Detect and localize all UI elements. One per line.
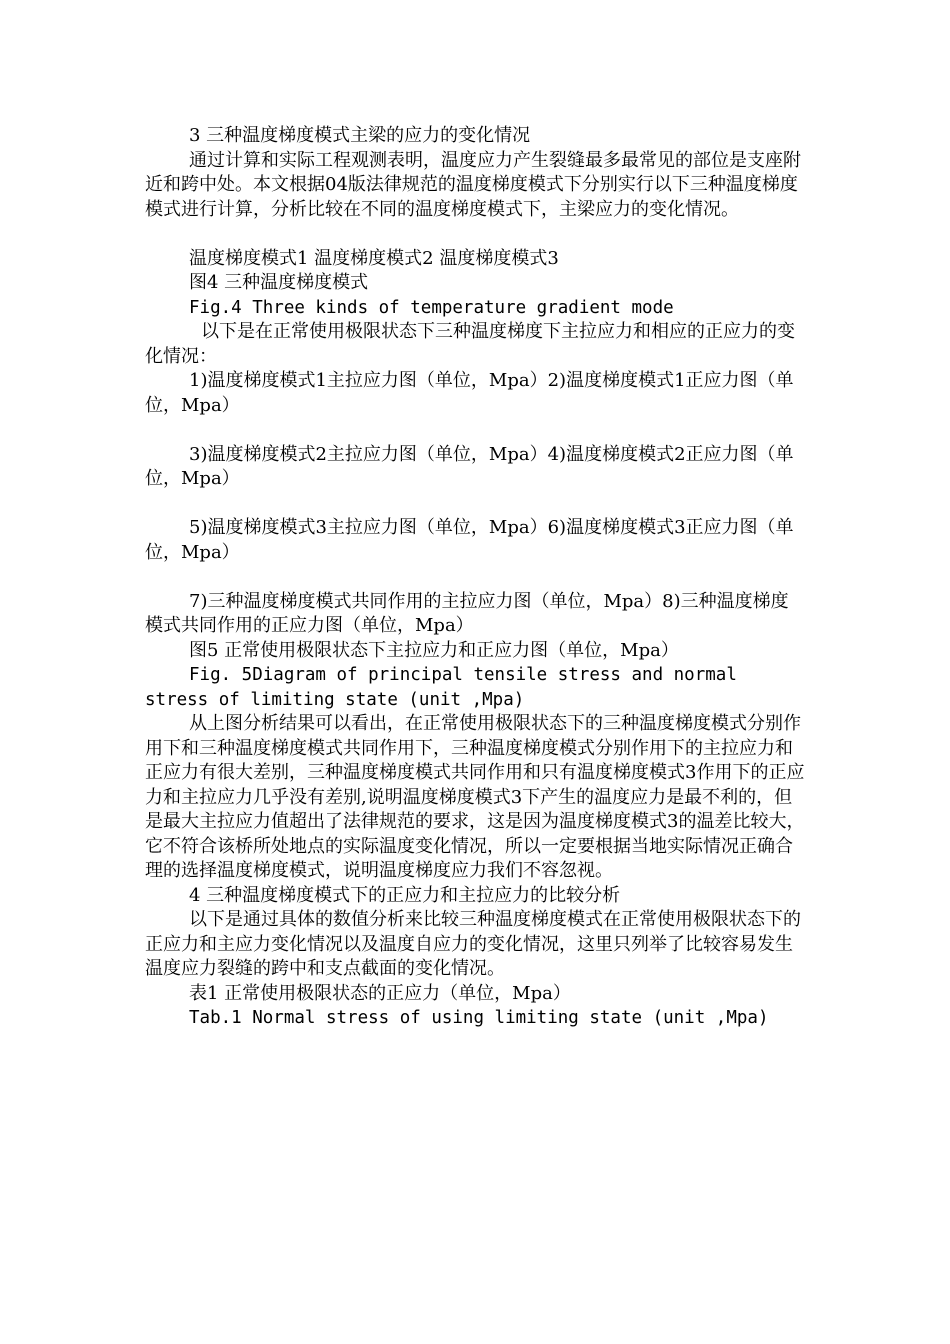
section-3-paragraph: 通过计算和实际工程观测表明，温度应力产生裂缝最多最常见的部位是支座附近和跨中处。本文根据04版法律规范的温度梯度模式下分别实行以下三种温度梯度模式进行计算，分析比较在不同的温度梯度模式下，主梁应力的变化情况。 <box>145 149 801 220</box>
section-4-heading: 4 三种温度梯度模式下的正应力和主拉应力的比较分析 <box>189 884 621 906</box>
spacer <box>145 492 805 517</box>
figure-4-caption-cn: 图4 三种温度梯度模式 <box>189 272 369 293</box>
figure-4-mode-labels: 温度梯度模式1 温度梯度模式2 温度梯度模式3 <box>189 247 559 269</box>
figure-items-7-8: 7)三种温度梯度模式共同作用的主拉应力图（单位，Mpa）8)三种温度梯度模式共同作用的正应力图（单位，Mpa） <box>145 590 789 636</box>
figure-items-5-6: 5)温度梯度模式3主拉应力图（单位，Mpa）6)温度梯度模式3正应力图（单位，Mpa） <box>145 517 794 563</box>
spacer <box>145 418 805 443</box>
table-1-caption-en: Tab.1 Normal stress of using limiting state (unit ,Mpa) <box>189 1008 769 1028</box>
figure-5-caption-cn: 图5 正常使用极限状态下主拉应力和正应力图（单位，Mpa） <box>189 639 679 661</box>
figure-items-3-4: 3)温度梯度模式2主拉应力图（单位，Mpa）4)温度梯度模式2正应力图（单位，Mpa） <box>145 443 794 489</box>
section-4-paragraph: 以下是通过具体的数值分析来比较三种温度梯度模式在正常使用极限状态下的正应力和主应力变化情况以及温度自应力的变化情况，这里只列举了比较容易发生温度应力裂缝的跨中和支点截面的变化情况。 <box>145 909 801 979</box>
intro-paragraph: 以下是在正常使用极限状态下三种温度梯度下主拉应力和相应的正应力的变化情况： <box>145 321 795 367</box>
figure-5-caption-en: Fig. 5Diagram of principal tensile stress and normal stress of limiting state (unit ,Mpa) <box>145 665 737 710</box>
section-3-heading: 3 三种温度梯度模式主梁的应力的变化情况 <box>189 125 531 146</box>
table-1-caption-cn: 表1 正常使用极限状态的正应力（单位，Mpa） <box>189 982 571 1004</box>
document-body <box>145 124 805 1031</box>
figure-items-1-2: 1)温度梯度模式1主拉应力图（单位，Mpa）2)温度梯度模式1正应力图（单位，Mpa） <box>145 370 794 416</box>
figure-4-caption-en: Fig.4 Three kinds of temperature gradient mode <box>189 297 674 318</box>
spacer <box>145 222 805 247</box>
spacer <box>145 565 805 590</box>
analysis-paragraph: 从上图分析结果可以看出，在正常使用极限状态下的三种温度梯度模式分别作用下和三种温度梯度模式共同作用下，三种温度梯度模式分别作用下的主拉应力和正应力有很大差别，三种温度梯度模式共同作用和只有温度梯度模式3作用下的正应力和主拉应力几乎没有差别,说明温度梯度模式3下产生的温度应力是最不利的，但是最大主拉应力值超出了法律规范的要求，这是因为温度梯度模式3的温差比较大，它不符合该桥所处地点的实际温度变化情况，所以一定要根据当地实际情况正确合理的选择温度梯度模式，说明温度梯度应力我们不容忽视。 <box>145 713 805 881</box>
